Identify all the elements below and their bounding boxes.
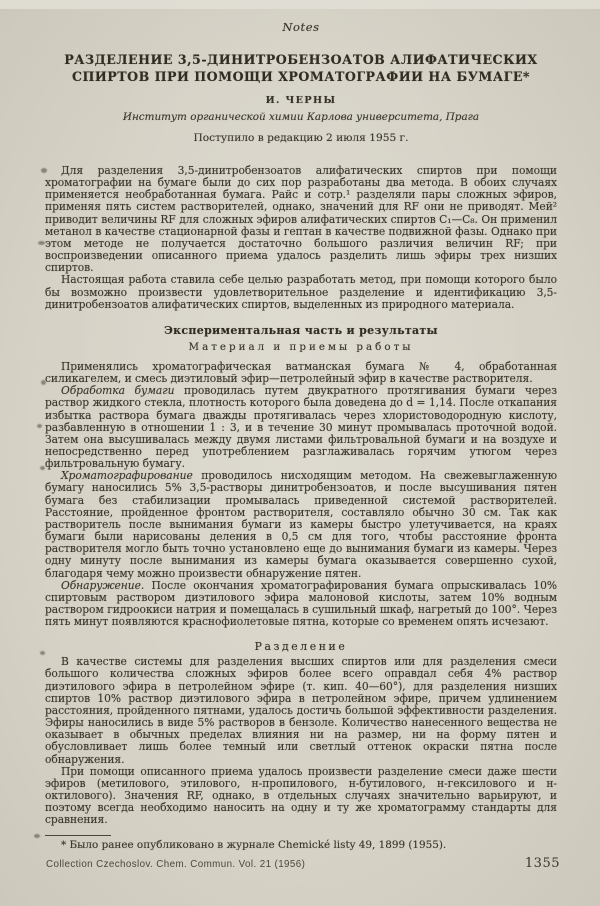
experimental-paragraph-4 (45, 580, 557, 629)
article-content (45, 20, 557, 851)
experimental-paragraph-3-text: проводилось нисходящим методом. На свежевыглаженную бумагу наносились 5% 3,5-растворы динитробензоатов, и после высушивания пятен бумага без стабилизации промывалась приведенной системой растворителей. Расстояние, пройденное фронтом растворителя, составляло обычно 30 см. Так как растворитель после вынимания бумаги из камеры быстро улетучивается, на краях бумаги были нарисованы деления в 0,5 см для того, чтобы расстояние фронта растворителя могло быть точно установлено еще до вынимания бумаги из камеры. Через одну минуту после вынимания из камеры бумага оказывается совершенно сухой, благодаря чему можно произвести обнаружение пятен. (45, 469, 557, 580)
paragraph-lead-paper-treatment: Обработка бумаги (61, 384, 175, 398)
scan-speck (38, 241, 45, 245)
intro-paragraph-2-text: Настоящая работа ставила себе целью разработать метод, при помощи которого было бы возможно произвести удовлетворительное разделение и идентификацию 3,5-динитробензоатов алифатических спиртов, выделенных из природного материала. (45, 273, 557, 311)
scan-speck (37, 424, 42, 428)
footnote-rule (45, 835, 111, 836)
paragraph-lead-chromatography: Хроматографирование (61, 469, 193, 483)
author-name: И. ЧЕРНЫ (265, 95, 337, 106)
experimental-paragraph-3 (45, 470, 557, 579)
experimental-paragraph-2-text: проводилась путем двукратного протягивания бумаги через раствор жидкого стекла, плотность которого была доведена до d = 1,14. После откапания избытка раствора бумага дважды протягивалась через хлористоводородную кислоту, разбавленную в отношении 1 : 3, и в течение 30 минут промывалась проточной водой. Затем она высушивалась между двумя листами фильтровальной бумаги и на воздухе и непосредственно перед употреблением разглаживалась горячим утюгом через фильтровальную бумагу. (45, 384, 557, 471)
separation-paragraph-1-text: В качестве системы для разделения высших спиртов или для разделения смеси большого количества сложных эфиров более всего оправдал себя 4% раствор диэтилового эфира в петролейном эфире (т. кип. 40—60°), для разделения низших спиртов 10% раствор диэтилового эфира в петролейном эфире, причем удлинением расстояния, пройденного пятнами, удалось достичь большой эффективности разделения. Эфиры наносились в виде 5% растворов в бензоле. Количество нанесенного вещества не оказывает в обычных пределах влияния ни на размер, ни на форму пятен и обусловливает лишь более темный или светлый оттенок окраски пятна после обнаружения. (45, 655, 557, 766)
experimental-paragraph-2 (45, 385, 557, 470)
running-head: Notes (282, 20, 320, 34)
article-title (45, 51, 557, 85)
paragraph-lead-detection: Обнаружение. (61, 578, 145, 592)
separation-paragraph-2-text: При помощи описанного приема удалось произвести разделение смеси даже шести эфиров (метилового, этилового, н-пропилового, н-бутилового, н-гексилового и н-октилового). Значения RF, однако, в отдельных случаях значительно варьируют, и поэтому всегда необходимо наносить на одну и ту же хроматограмму стандарты для сравнения. (45, 764, 557, 827)
subsection-heading-materials: Материал и приемы работы (188, 340, 414, 353)
experimental-paragraph-1-text: Применялись хроматографическая ватманская бумага № 4, обработанная силикагелем, и смесь диэтиловый эфир—петролейный эфир в качестве растворителя. (45, 359, 557, 386)
section-heading-experimental: Экспериментальная часть и результаты (164, 323, 438, 337)
scan-speck (34, 834, 40, 838)
experimental-paragraph-4-text: После окончания хроматографирования бумага опрыскивалась 10% спиртовым раствором диэтилового эфира малоновой кислоты, затем 10% водным раствором гидроокиси натрия и помещалась в сушильный шкаф, нагретый до 100°. Через пять минут появляются краснофиолетовые пятна, которые со временем опять исчезают. (45, 578, 557, 629)
separation-paragraph-2 (45, 766, 557, 827)
intro-paragraph-2 (45, 274, 557, 310)
article-title-line-1: РАЗДЕЛЕНИЕ 3,5-ДИНИТРОБЕНЗОАТОВ АЛИФАТИЧЕСКИХ (64, 52, 538, 67)
intro-paragraph-1 (45, 165, 557, 274)
section-heading-separation: Разделение (254, 640, 348, 654)
scan-edge (0, 0, 600, 9)
journal-reference: Collection Czechoslov. Chem. Commun. Vol. 21 (1956) (46, 859, 306, 870)
page-number: 1355 (524, 856, 560, 871)
footnote: * Было ранее опубликовано в журнале Chemické listy 49, 1899 (1955). (61, 838, 447, 851)
intro-paragraph-1-text: Для разделения 3,5-динитробензоатов алифатических спиртов при помощи хроматографии на бумаге были до сих пор разработаны два метода. В обоих случаях применяется необработанная бумага. Райс и сотр.¹ разделяли пары сложных эфиров, применяя пять систем растворителей, однако, значений для RF они не приводят. Мей² приводит величины RF для сложных эфиров алифатических спиртов C₁—C₈. Он применил метанол в качестве стационарной фазы и гептан в качестве подвижной фазы. Однако при этом методе не получается достаточно большого различия величин RF; при воспроизведении описанного приема удалось разделить лишь эфиры трех низших спиртов. (45, 164, 557, 275)
affiliation: Институт органической химии Карлова университета, Прага (122, 111, 480, 123)
experimental-paragraph-1 (45, 361, 557, 385)
separation-paragraph-1 (45, 656, 557, 765)
article-title-line-2: СПИРТОВ ПРИ ПОМОЩИ ХРОМАТОГРАФИИ НА БУМАГЕ* (71, 69, 531, 84)
page-footer (46, 856, 560, 871)
received-date: Поступило в редакцию 2 июля 1955 г. (193, 132, 409, 144)
